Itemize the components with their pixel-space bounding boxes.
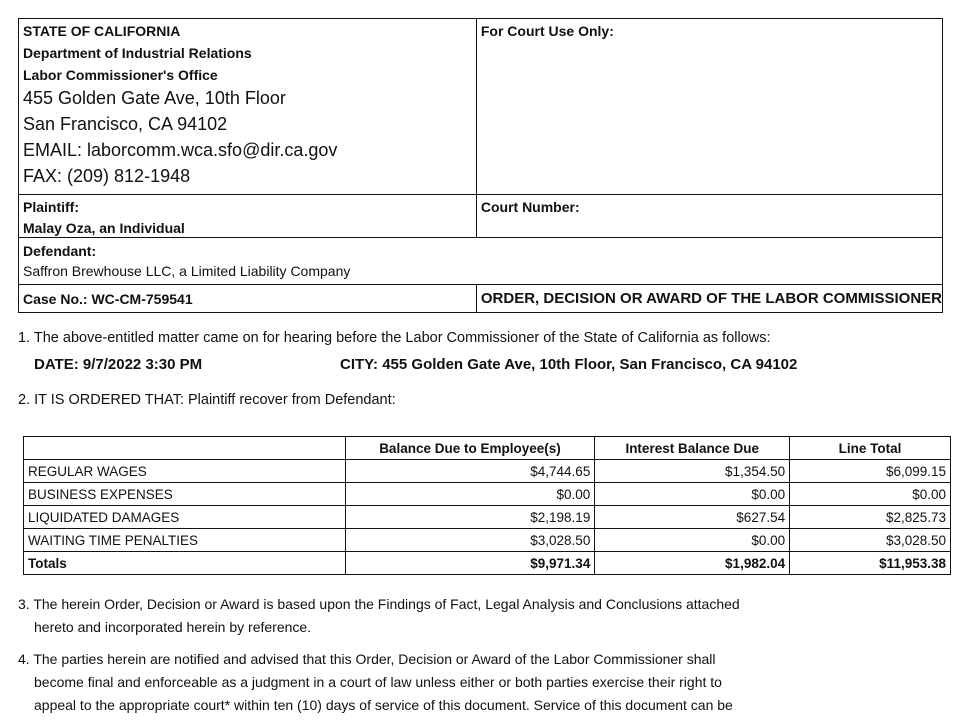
city-state-zip: San Francisco, CA 94102: [23, 114, 228, 134]
totals-row: [24, 552, 951, 575]
item4-line3: appeal to the appropriate court* within ten (10) days of service of this document. Service of this document can be: [34, 697, 733, 713]
grand-total: $11,953.38: [790, 552, 951, 575]
street-address: 455 Golden Gate Ave, 10th Floor: [23, 88, 286, 108]
item1-text: 1. The above-entitled matter came on for hearing before the Labor Commissioner of the State of California as follows:: [18, 330, 771, 346]
award-header-blank: [24, 437, 346, 460]
fax-line: FAX: (209) 812-1948: [23, 166, 191, 186]
court-use-label: For Court Use Only:: [480, 23, 614, 39]
case-number-cell: [19, 285, 477, 313]
item4-line2: become final and enforceable as a judgment in a court of law unless either or both parties exercise their right to: [34, 674, 722, 690]
table-row: [24, 460, 951, 483]
order-title: ORDER, DECISION OR AWARD OF THE LABOR COMMISSIONER: [480, 289, 942, 307]
plaintiff-label: Plaintiff:: [23, 199, 79, 215]
order-title-cell: [476, 285, 942, 313]
row-label: BUSINESS EXPENSES: [24, 483, 346, 506]
balance-due-header: Balance Due to Employee(s): [345, 437, 595, 460]
item3-line2: hereto and incorporated herein by reference.: [34, 619, 312, 635]
item2-text: 2. IT IS ORDERED THAT: Plaintiff recover from Defendant:: [18, 392, 396, 408]
line-total-cell: $6,099.15: [790, 460, 951, 483]
balance-due-cell: $3,028.50: [345, 529, 595, 552]
interest-cell: $0.00: [595, 483, 790, 506]
defendant-label: Defendant:: [23, 243, 97, 259]
defendant-name: Saffron Brewhouse LLC, a Limited Liability Company: [23, 263, 351, 279]
table-row: [24, 529, 951, 552]
item4-line1: 4. The parties herein are notified and advised that this Order, Decision or Award of the Labor Commissioner shall: [18, 651, 716, 667]
hearing-city: CITY: 455 Golden Gate Ave, 10th Floor, San Francisco, CA 94102: [340, 356, 798, 373]
case-number: Case No.: WC-CM-759541: [23, 290, 193, 307]
line-total-cell: $2,825.73: [790, 506, 951, 529]
table-row: [24, 483, 951, 506]
hearing-date: DATE: 9/7/2022 3:30 PM: [34, 356, 203, 373]
totals-label: Totals: [24, 552, 346, 575]
interest-header: Interest Balance Due: [595, 437, 790, 460]
row-label: WAITING TIME PENALTIES: [24, 529, 346, 552]
balance-due-cell: $2,198.19: [345, 506, 595, 529]
email-line: EMAIL: laborcomm.wca.sfo@dir.ca.gov: [23, 140, 338, 160]
office-line: Labor Commissioner's Office: [23, 67, 218, 83]
award-table: [23, 436, 951, 575]
state-line: STATE OF CALIFORNIA: [23, 23, 181, 39]
line-total-cell: $0.00: [790, 483, 951, 506]
agency-address-cell: [19, 19, 477, 195]
department-line: Department of Industrial Relations: [23, 45, 252, 61]
court-number-label: Court Number:: [480, 199, 580, 215]
interest-cell: $1,354.50: [595, 460, 790, 483]
court-use-cell: [476, 19, 942, 195]
award-header-row: [24, 437, 951, 460]
line-total-cell: $3,028.50: [790, 529, 951, 552]
plaintiff-name: Malay Oza, an Individual: [23, 220, 185, 236]
interest-cell: $627.54: [595, 506, 790, 529]
defendant-cell: [19, 238, 943, 285]
plaintiff-cell: [19, 195, 477, 238]
balance-due-cell: $4,744.65: [345, 460, 595, 483]
case-header-table: [18, 18, 943, 313]
item3-line1: 3. The herein Order, Decision or Award is based upon the Findings of Fact, Legal Analysis and Conclusions attached: [18, 596, 740, 612]
row-label: REGULAR WAGES: [24, 460, 346, 483]
line-total-header: Line Total: [790, 437, 951, 460]
interest-cell: $0.00: [595, 529, 790, 552]
row-label: LIQUIDATED DAMAGES: [24, 506, 346, 529]
total-balance-due: $9,971.34: [345, 552, 595, 575]
table-row: [24, 506, 951, 529]
court-number-cell: [476, 195, 942, 238]
total-interest: $1,982.04: [595, 552, 790, 575]
balance-due-cell: $0.00: [345, 483, 595, 506]
